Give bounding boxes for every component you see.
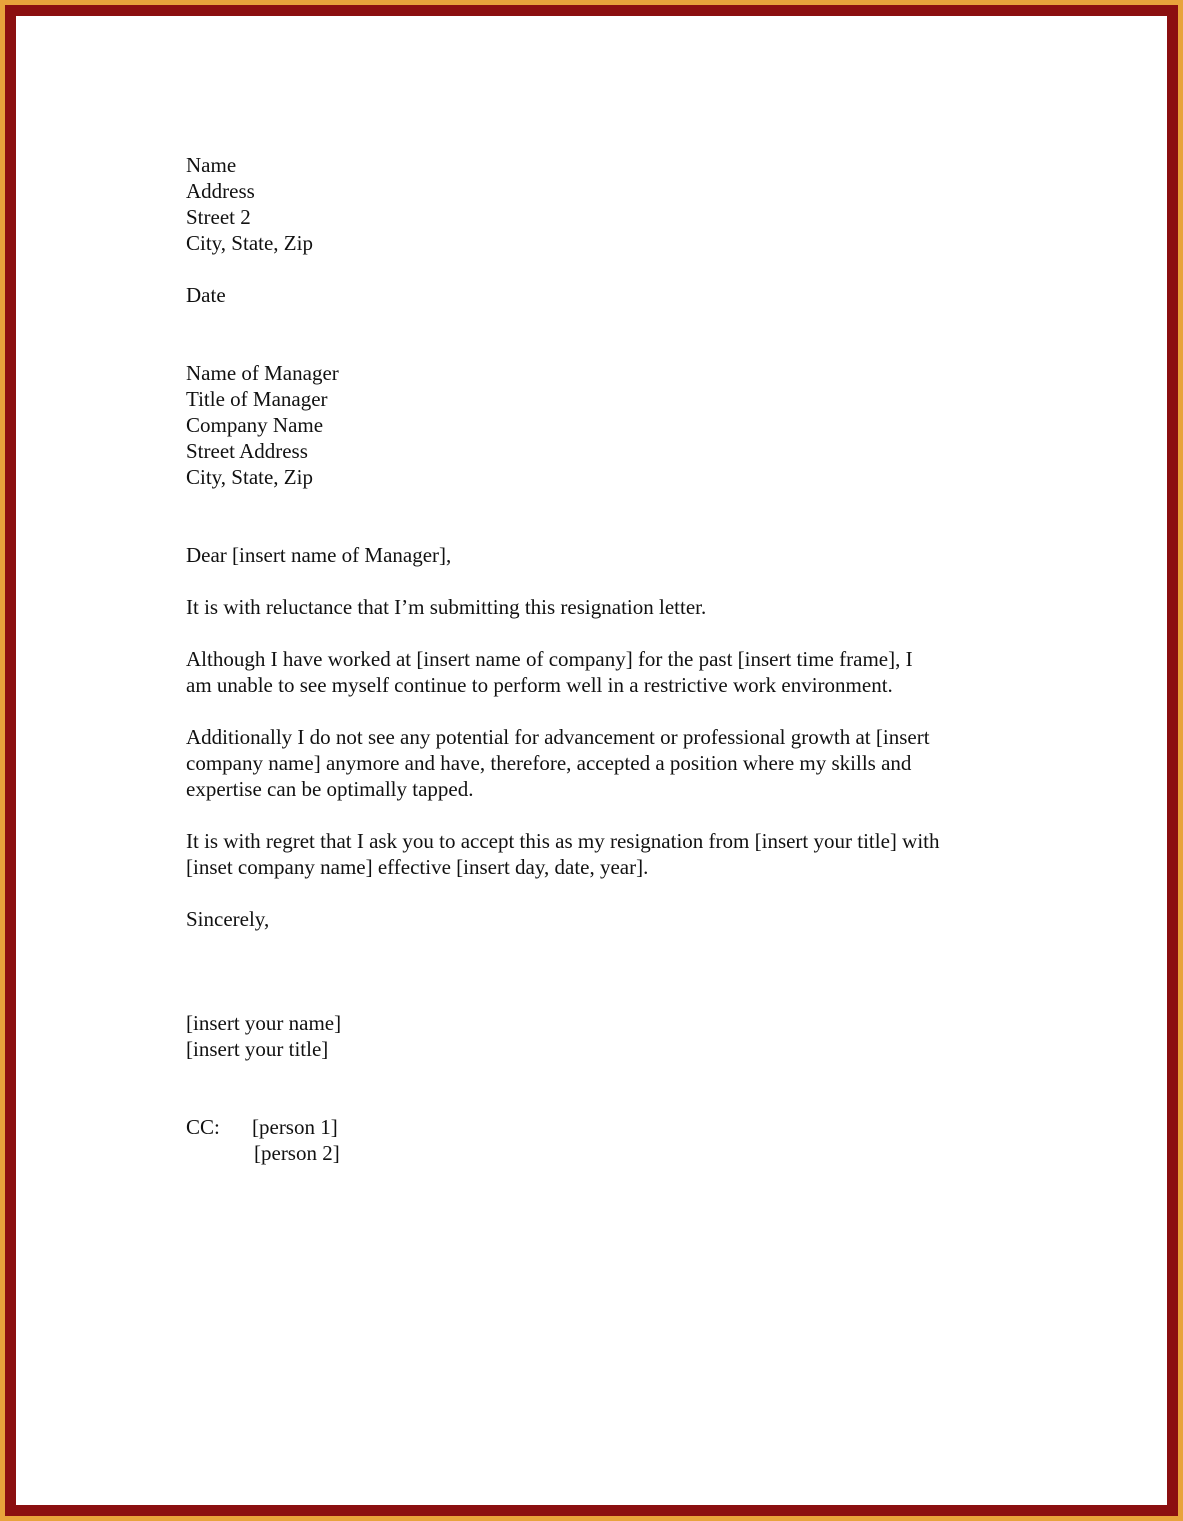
recipient-city-state-zip: City, State, Zip [186,465,313,489]
sender-name: Name [186,153,237,177]
recipient-street: Street Address [186,439,308,463]
paragraph-line: expertise can be optimally tapped. [186,777,474,801]
recipient-name: Name of Manager [186,361,339,385]
sender-city-state-zip: City, State, Zip [186,231,313,255]
paragraph-line: Although I have worked at [insert name of company] for the past [insert time frame], I [186,647,913,671]
cc-label: CC: [186,1115,220,1139]
sender-address: Address [186,179,255,203]
cc-block [186,1114,1016,1166]
paragraph-line: Additionally I do not see any potential for advancement or professional growth at [insert [186,725,930,749]
paragraph-line: It is with reluctance that I’m submitting this resignation letter. [186,595,707,619]
paragraph-2 [186,646,1016,698]
recipient-company: Company Name [186,413,324,437]
paragraph-line: am unable to see myself continue to perform well in a restrictive work environment. [186,673,893,697]
signature-name: [insert your name] [186,1011,342,1035]
letter-page [16,16,1167,1505]
salutation: Dear [insert name of Manager], [186,543,452,567]
recipient-address-block [186,360,1016,490]
paragraph-line: It is with regret that I ask you to accept this as my resignation from [insert your title] with [186,829,940,853]
paragraph-4 [186,828,1016,880]
letter-date: Date [186,283,226,307]
cc-person: [person 2] [254,1141,340,1165]
cc-person: [person 1] [252,1115,338,1139]
closing: Sincerely, [186,907,270,931]
paragraph-1 [186,594,1016,620]
paragraph-3 [186,724,1016,802]
recipient-title: Title of Manager [186,387,328,411]
signature-title: [insert your title] [186,1037,329,1061]
signature-block [186,1010,1016,1062]
resignation-letter [186,152,1016,1166]
paragraph-line: company name] anymore and have, therefore, accepted a position where my skills and [186,751,912,775]
sender-address-block [186,152,1016,256]
paragraph-line: [inset company name] effective [insert day, date, year]. [186,855,649,879]
sender-street: Street 2 [186,205,251,229]
